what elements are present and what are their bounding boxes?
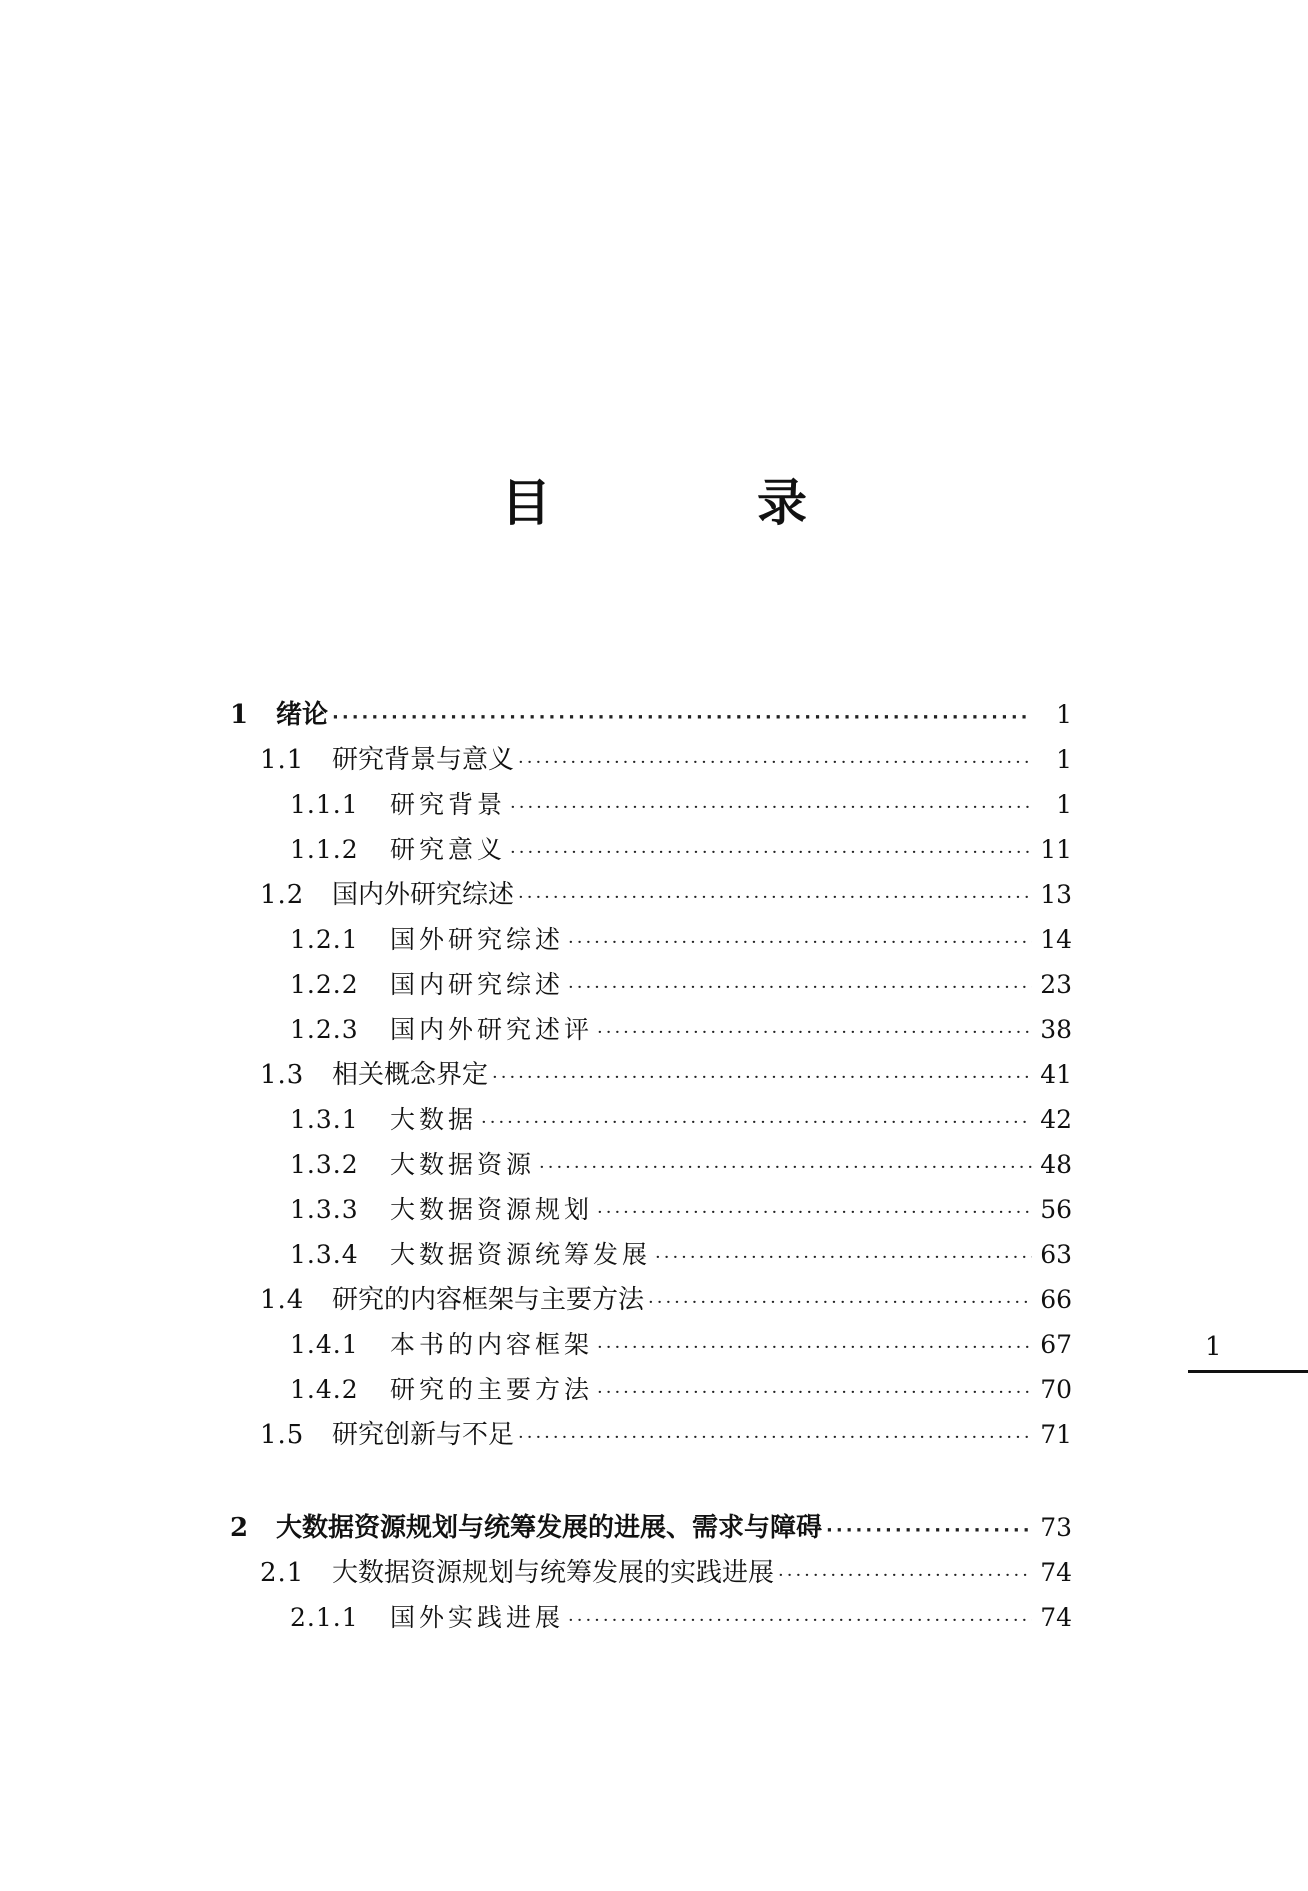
toc-entry[interactable] [260,1553,1072,1593]
toc-dot-leader [332,698,1032,738]
toc-entry-page: 1 [1056,745,1072,774]
toc-dot-leader [568,1601,1032,1641]
toc-entry-number: 1.1.1 [290,790,359,819]
toc-entry-page: 74 [1040,1603,1072,1632]
toc-entry-number: 1.3.2 [290,1150,359,1179]
toc-entry[interactable] [290,1598,1072,1638]
toc-entry[interactable] [290,785,1072,825]
page-number-rule [1188,1370,1308,1373]
toc-entry-number: 1.2.3 [290,1015,359,1044]
toc-dot-leader [539,1148,1032,1188]
toc-dot-leader [597,1328,1032,1368]
toc-entry-number: 1.1.2 [290,835,359,864]
toc-entry-number: 1.2.1 [290,925,359,954]
toc-entry-title: 大数据资源规划 [390,1195,594,1224]
toc-entry-title: 研究的主要方法 [390,1375,594,1404]
toc-entry-page: 23 [1040,970,1072,999]
toc-dot-leader [597,1013,1032,1053]
toc-entry-title: 研究的内容框架与主要方法 [332,1285,645,1315]
toc-entry-number: 2.1 [260,1558,305,1588]
toc-dot-leader [568,968,1032,1008]
toc-entry-title: 大数据 [390,1105,478,1134]
toc-dot-leader [597,1193,1032,1233]
toc-entry-number: 1.1 [260,745,305,775]
toc-entry[interactable] [290,1325,1072,1365]
toc-entry-page: 63 [1040,1240,1072,1269]
toc-entry-page: 13 [1040,880,1072,909]
toc-entry-title: 研究意义 [390,835,507,864]
toc-entry[interactable] [260,1055,1072,1095]
toc-entry-title: 研究背景 [390,790,507,819]
toc-entry-number: 1.4.1 [290,1330,359,1359]
toc-dot-leader [778,1556,1032,1596]
toc-entry[interactable] [230,695,1072,735]
toc-entry[interactable] [260,875,1072,915]
toc-entry[interactable] [290,965,1072,1005]
toc-entry-number: 1.4.2 [290,1375,359,1404]
toc-entry-title: 大数据资源 [390,1150,536,1179]
toc-entry-title: 绪论 [276,700,329,730]
toc-entry[interactable] [290,920,1072,960]
toc-entry[interactable] [290,830,1072,870]
toc-dot-leader [655,1238,1032,1278]
toc-entry-number: 1.3.4 [290,1240,359,1269]
toc-entry-number: 1.3.3 [290,1195,359,1224]
toc-entry-page: 56 [1040,1195,1072,1224]
toc-entry-page: 38 [1040,1015,1072,1044]
toc-entry-page: 48 [1040,1150,1072,1179]
toc-entry-page: 41 [1040,1060,1072,1089]
toc-entry-title: 大数据资源规划与统筹发展的进展、需求与障碍 [276,1513,823,1543]
toc-entry[interactable] [290,1100,1072,1140]
toc-dot-leader [510,833,1032,873]
toc-dot-leader [597,1373,1032,1413]
toc-entry-number: 1.2.2 [290,970,359,999]
toc-entry-title: 国内外研究述评 [390,1015,594,1044]
toc-entry-title: 国外研究综述 [390,925,565,954]
toc-entry-title: 大数据资源统筹发展 [390,1240,652,1269]
toc-entry-title: 相关概念界定 [332,1060,489,1090]
page-number: 1 [1205,1332,1222,1362]
toc-entry-number: 1.4 [260,1285,305,1315]
toc-entry-title: 国内外研究综述 [332,880,515,910]
toc-dot-leader [826,1511,1032,1551]
toc-entry-page: 1 [1056,700,1072,729]
toc-entry-page: 71 [1040,1420,1072,1449]
toc-entry-title: 国内研究综述 [390,970,565,999]
toc-entry-page: 42 [1040,1105,1072,1134]
toc-entry[interactable] [260,740,1072,780]
toc-entry-page: 14 [1040,925,1072,954]
page-title: 目 录 [501,473,885,532]
toc-dot-leader [510,788,1032,828]
toc-entry-title: 研究创新与不足 [332,1420,515,1450]
toc-entry-title: 大数据资源规划与统筹发展的实践进展 [332,1558,775,1588]
toc-dot-leader [518,1418,1032,1458]
toc-entry[interactable] [260,1415,1072,1455]
toc-entry-number: 1.2 [260,880,305,910]
toc-entry-page: 74 [1040,1558,1072,1587]
toc-dot-leader [518,743,1032,783]
toc-entry-title: 研究背景与意义 [332,745,515,775]
toc-entry[interactable] [290,1010,1072,1050]
toc-entry-page: 70 [1040,1375,1072,1404]
toc-entry-number: 1.5 [260,1420,305,1450]
toc-entry[interactable] [290,1145,1072,1185]
toc-entry-page: 11 [1040,835,1072,864]
toc-dot-leader [648,1283,1032,1323]
toc-dot-leader [568,923,1032,963]
toc-dot-leader [518,878,1032,918]
toc-entry-page: 73 [1040,1513,1072,1542]
toc-entry-number: 1.3.1 [290,1105,359,1134]
toc-entry-number: 1.3 [260,1060,305,1090]
toc-entry-page: 66 [1040,1285,1072,1314]
toc-entry[interactable] [290,1370,1072,1410]
toc-entry-number: 1 [230,700,249,730]
toc-entry[interactable] [260,1280,1072,1320]
toc-entry-page: 67 [1040,1330,1072,1359]
toc-entry[interactable] [230,1508,1072,1548]
toc-entry[interactable] [290,1235,1072,1275]
toc-dot-leader [481,1103,1032,1143]
toc-entry-number: 2.1.1 [290,1603,359,1632]
toc-entry-page: 1 [1056,790,1072,819]
toc-entry[interactable] [290,1190,1072,1230]
toc-dot-leader [492,1058,1032,1098]
toc-entry-title: 国外实践进展 [390,1603,565,1632]
toc-entry-title: 本书的内容框架 [390,1330,594,1359]
toc-entry-number: 2 [230,1513,249,1543]
